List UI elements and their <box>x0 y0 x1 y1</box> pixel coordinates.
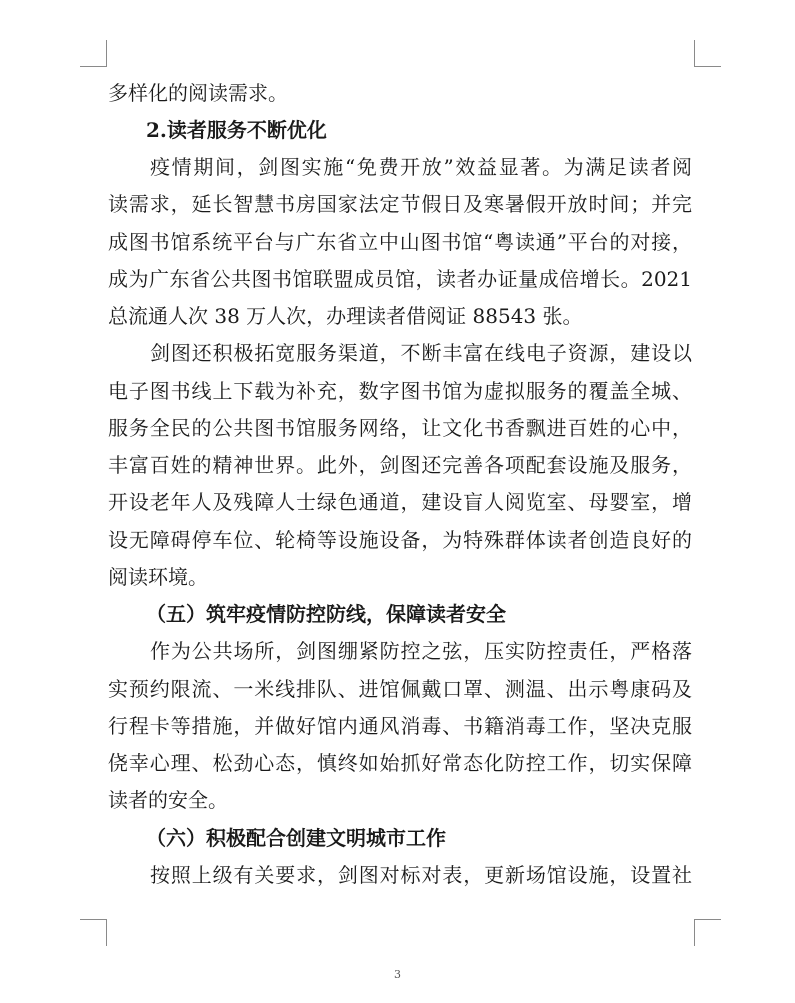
paragraph-line: 读者的安全。 <box>108 788 228 812</box>
subheading-reader-service: 2.读者服务不断优化 <box>146 118 327 142</box>
section-heading-epidemic-prevention: （五）筑牢疫情防控防线，保障读者安全 <box>146 602 506 626</box>
crop-mark-bottom-right <box>694 919 721 946</box>
paragraph-line: 疫情期间，剑图实施“免费开放”效益显著。为满足读者阅 <box>150 155 692 179</box>
paragraph-line: 开设老年人及残障人士绿色通道，建设盲人阅览室、母婴室，增 <box>108 490 692 514</box>
paragraph-line: 成图书馆系统平台与广东省立中山图书馆“粤读通”平台的对接， <box>108 230 692 254</box>
paragraph-line: 丰富百姓的精神世界。此外，剑图还完善各项配套设施及服务， <box>108 453 692 477</box>
paragraph-line: 剑图还积极拓宽服务渠道，不断丰富在线电子资源，建设以 <box>150 341 692 365</box>
crop-mark-top-right <box>694 40 721 67</box>
paragraph-line: 按照上级有关要求，剑图对标对表，更新场馆设施，设置社 <box>150 863 692 887</box>
paragraph-line: 服务全民的公共图书馆服务网络，让文化书香飘进百姓的心中， <box>108 416 692 440</box>
crop-mark-top-left <box>80 40 107 67</box>
page-number: 3 <box>394 968 401 981</box>
paragraph-line: 行程卡等措施，并做好馆内通风消毒、书籍消毒工作，坚决克服 <box>108 714 692 738</box>
paragraph-line: 设无障碍停车位、轮椅等设施设备，为特殊群体读者创造良好的 <box>108 528 692 552</box>
paragraph-line: 作为公共场所，剑图绷紧防控之弦，压实防控责任，严格落 <box>150 639 692 663</box>
paragraph-line: 实预约限流、一米线排队、进馆佩戴口罩、测温、出示粤康码及 <box>108 677 692 701</box>
paragraph-line: 总流通人次 38 万人次，办理读者借阅证 88543 张。 <box>108 304 583 328</box>
paragraph-line: 阅读环境。 <box>108 565 208 589</box>
paragraph-line: 读需求，延长智慧书房国家法定节假日及寒暑假开放时间；并完 <box>108 192 692 216</box>
paragraph-line: 侥幸心理、松劲心态，慎终如始抓好常态化防控工作，切实保障 <box>108 751 692 775</box>
paragraph-line: 成为广东省公共图书馆联盟成员馆，读者办证量成倍增长。2021 <box>108 267 692 291</box>
crop-mark-bottom-left <box>80 919 107 946</box>
paragraph-line: 多样化的阅读需求。 <box>108 81 288 105</box>
section-heading-civilized-city: （六）积极配合创建文明城市工作 <box>146 826 446 850</box>
paragraph-line: 电子图书线上下载为补充，数字图书馆为虚拟服务的覆盖全城、 <box>108 379 692 403</box>
